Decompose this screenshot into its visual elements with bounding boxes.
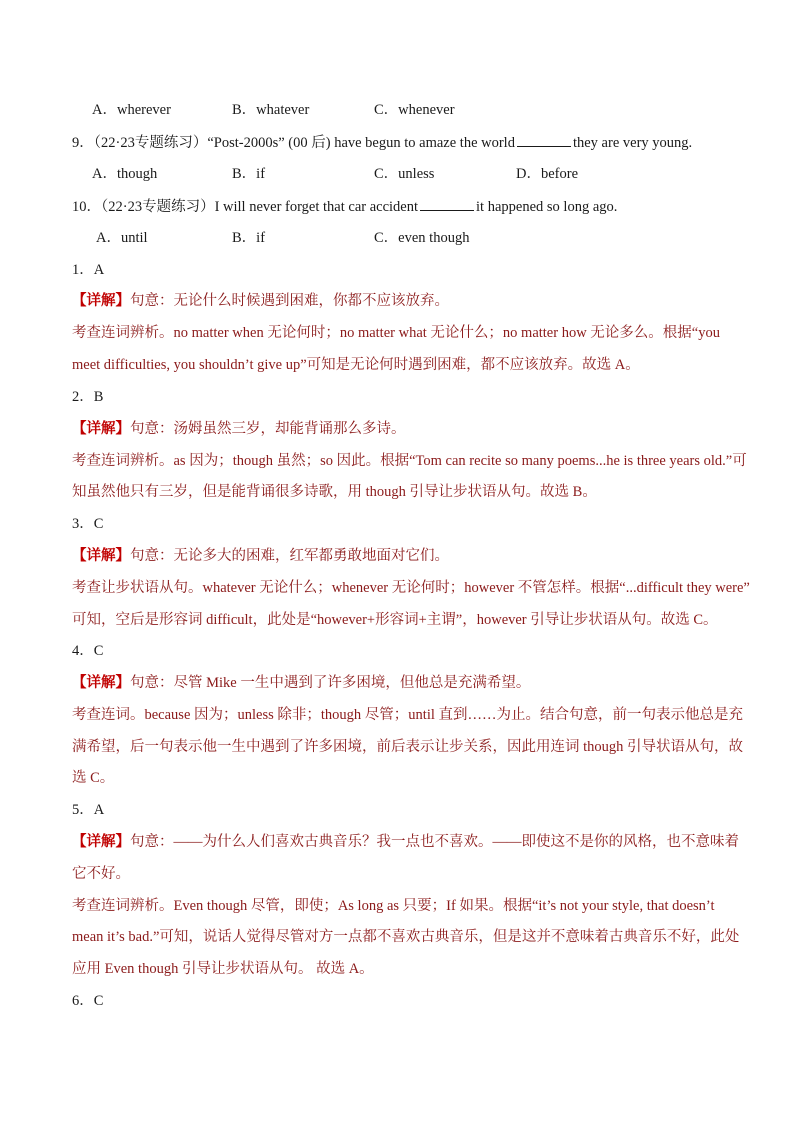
- answer-5-meaning: 【详解】句意：——为什么人们喜欢古典音乐？我一点也不喜欢。——即使这不是你的风格，也不意味着: [72, 834, 739, 850]
- answer-6-number: 6．C: [72, 993, 104, 1009]
- answer-1-explanation-line: 考查连词辨析。no matter when 无论何时；no matter what 无论什么；no matter how 无论多么。根据“you: [72, 325, 720, 341]
- question-10: 10．（22·23专题练习）I will never forget that car accident it happened so long ago.: [72, 196, 734, 217]
- answer-5-explanation-line: mean it’s bad.”可知，说话人觉得尽管对方一点都不喜欢古典音乐，但是这并不意味着古典音乐不好，此处: [72, 929, 740, 945]
- q8-option-a: A．wherever: [92, 102, 171, 118]
- q9-option-c: C．unless: [374, 166, 435, 182]
- q9-option-b: B．if: [232, 166, 266, 182]
- answer-3-number: 3．C: [72, 516, 104, 532]
- q8-option-b: B．whatever: [232, 102, 310, 118]
- answer-2-explanation-line: 考查连词辨析。as 因为；though 虽然；so 因此。根据“Tom can recite so many poems...he is three years old.”可: [72, 453, 747, 469]
- answer-4-meaning: 【详解】句意：尽管 Mike 一生中遇到了许多困境，但他总是充满希望。: [72, 675, 531, 691]
- question-9: 9．（22·23专题练习）“Post-2000s” (00 后) have begun to amaze the world they are very young.: [72, 132, 734, 153]
- question-source: （22·23专题练习）: [93, 135, 208, 151]
- question-source: （22·23专题练习）: [101, 199, 215, 215]
- answer-1-meaning: 【详解】句意：无论什么时候遇到困难，你都不应该放弃。: [72, 293, 449, 309]
- answer-5-explanation-line: 应用 Even though 引导让步状语从句。 故选 A。: [72, 961, 374, 977]
- answer-1-number: 1．A: [72, 262, 105, 278]
- answer-5-explanation-line: 考查连词辨析。Even though 尽管，即使；As long as 只要；If 如果。根据“it’s not your style, that doesn’t: [72, 898, 715, 914]
- answer-3-explanation-line: 可知，空后是形容词 difficult，此处是“however+形容词+主谓”，however 引导让步状语从句。故选 C。: [72, 612, 718, 628]
- answer-2-explanation-line: 知虽然他只有三岁，但是能背诵很多诗歌，用 though 引导让步状语从句。故选 B。: [72, 484, 597, 500]
- answer-4-explanation-line: 考查连词。because 因为；unless 除非；though 尽管；until 直到……为止。结合句意，前一句表示他总是充: [72, 707, 743, 723]
- q10-option-a: A．until: [96, 230, 148, 246]
- question-number: 9．: [72, 135, 94, 151]
- answer-5-number: 5．A: [72, 802, 105, 818]
- answer-1-explanation-line: meet difficulties, you shouldn’t give up”可知是无论何时遇到困难，都不应该放弃。故选 A。: [72, 357, 640, 373]
- answer-2-number: 2．B: [72, 389, 104, 405]
- q10-option-b: B．if: [232, 230, 266, 246]
- answer-2-meaning: 【详解】句意：汤姆虽然三岁，却能背诵那么多诗。: [72, 421, 406, 437]
- q8-option-c: C．whenever: [374, 102, 455, 118]
- question-number: 10．: [72, 199, 101, 215]
- answer-blank: [517, 132, 571, 147]
- q10-option-c: C．even though: [374, 230, 470, 246]
- answer-5-meaning-cont: 它不好。: [72, 866, 130, 882]
- answer-blank: [420, 196, 474, 211]
- q9-option-d: D．before: [516, 166, 579, 182]
- answer-4-number: 4．C: [72, 643, 104, 659]
- answer-3-meaning: 【详解】句意：无论多大的困难，红军都勇敢地面对它们。: [72, 548, 449, 564]
- answer-4-explanation-line: 满希望，后一句表示他一生中遇到了许多困境，前后表示让步关系，因此用连词 though 引导状语从句，故: [72, 739, 744, 755]
- q9-option-a: A．though: [92, 166, 158, 182]
- answer-3-explanation-line: 考查让步状语从句。whatever 无论什么；whenever 无论何时；however 不管怎样。根据“...difficult they were”: [72, 580, 750, 596]
- answer-4-explanation-line: 选 C。: [72, 770, 115, 786]
